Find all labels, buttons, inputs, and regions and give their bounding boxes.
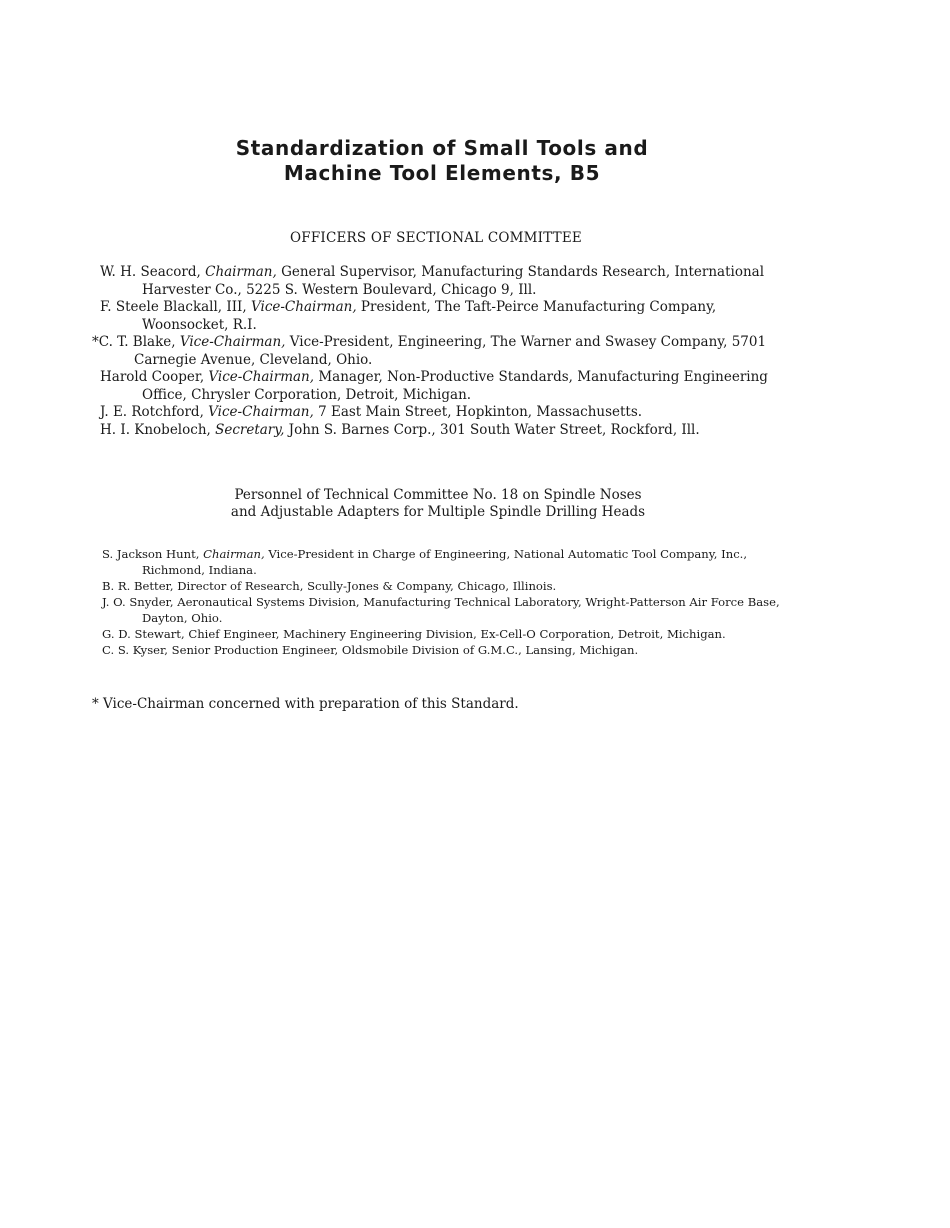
- member-name: B. R. Better,: [102, 579, 174, 593]
- committee-heading: [0, 487, 876, 521]
- member-name: G. D. Stewart,: [102, 627, 185, 641]
- officer-details: Manager, Non-Productive Standards, Manufacturing Engineering Office, Chrysler Corporation, Detroit, Michigan.: [142, 369, 768, 403]
- officer-role: Vice-Chairman,: [250, 299, 357, 315]
- officer-entry: [92, 334, 800, 369]
- officer-name: J. E. Rotchford,: [100, 404, 209, 420]
- member-entry: [102, 626, 802, 642]
- member-name: S. Jackson Hunt,: [102, 547, 204, 561]
- committee-heading-line-2: and Adjustable Adapters for Multiple Spindle Drilling Heads: [230, 504, 646, 520]
- member-entry: [102, 642, 802, 658]
- officer-role: Vice-Chairman,: [208, 404, 314, 420]
- member-name: C. S. Kyser,: [102, 643, 168, 657]
- officer-role: Vice-Chairman,: [179, 334, 286, 350]
- officer-details: John S. Barnes Corp., 301 South Water Street, Rockford, Ill.: [284, 421, 700, 438]
- officer-name: H. I. Knobeloch,: [100, 421, 216, 438]
- member-details: Senior Production Engineer, Oldsmobile Division of G.M.C., Lansing, Michigan.: [167, 643, 639, 657]
- officer-role: Chairman,: [205, 264, 277, 280]
- officer-entry: [100, 369, 800, 404]
- officer-role: Vice-Chairman,: [208, 369, 315, 385]
- page-title: [0, 136, 884, 186]
- officer-list: [92, 264, 800, 439]
- officer-details: Vice-President, Engineering, The Warner and Swasey Company, 5701 Carnegie Avenue, Cleveland, Ohio.: [134, 334, 767, 368]
- committee-heading-line-1: Personnel of Technical Committee No. 18 on Spindle Noses: [234, 487, 642, 503]
- officer-entry: [100, 264, 800, 299]
- member-entry: [102, 578, 802, 594]
- committee-member-list: [102, 546, 802, 658]
- member-details: Aeronautical Systems Division, Manufacturing Technical Laboratory, Wright-Patterson Air Force Base, Dayton, Ohio.: [142, 595, 780, 625]
- officer-details: 7 East Main Street, Hopkinton, Massachusetts.: [313, 404, 643, 420]
- member-name: J. O. Snyder,: [102, 595, 174, 609]
- officers-heading: OFFICERS OF SECTIONAL COMMITTEE: [290, 230, 582, 246]
- title-line-2: Machine Tool Elements, B5: [283, 161, 601, 185]
- officer-entry: [100, 299, 800, 334]
- member-entry: [102, 594, 802, 626]
- member-details: Chief Engineer, Machinery Engineering Division, Ex-Cell-O Corporation, Detroit, Michigan.: [184, 627, 726, 641]
- member-details: Director of Research, Scully-Jones & Company, Chicago, Illinois.: [173, 579, 557, 593]
- officer-details: President, The Taft-Peirce Manufacturing Company, Woonsocket, R.I.: [142, 299, 717, 333]
- officer-name: *C. T. Blake,: [92, 334, 180, 350]
- member-entry: [102, 546, 802, 578]
- officer-name: F. Steele Blackall, III,: [100, 299, 251, 315]
- officer-name: W. H. Seacord,: [100, 264, 206, 280]
- officer-entry: [100, 404, 800, 422]
- officer-entry: [100, 422, 800, 440]
- title-line-1: Standardization of Small Tools and: [235, 136, 649, 160]
- footnote: * Vice-Chairman concerned with preparation of this Standard.: [92, 696, 519, 712]
- officer-details: General Supervisor, Manufacturing Standards Research, International Harvester Co., 5225 S. Western Boulevard, Chicago 9, Ill.: [142, 264, 765, 298]
- officer-role: Secretary,: [215, 421, 285, 438]
- member-role: Chairman,: [203, 547, 265, 561]
- officer-name: Harold Cooper,: [100, 369, 209, 385]
- member-details: Vice-President in Charge of Engineering, National Automatic Tool Company, Inc., Richmond, Indiana.: [142, 547, 748, 577]
